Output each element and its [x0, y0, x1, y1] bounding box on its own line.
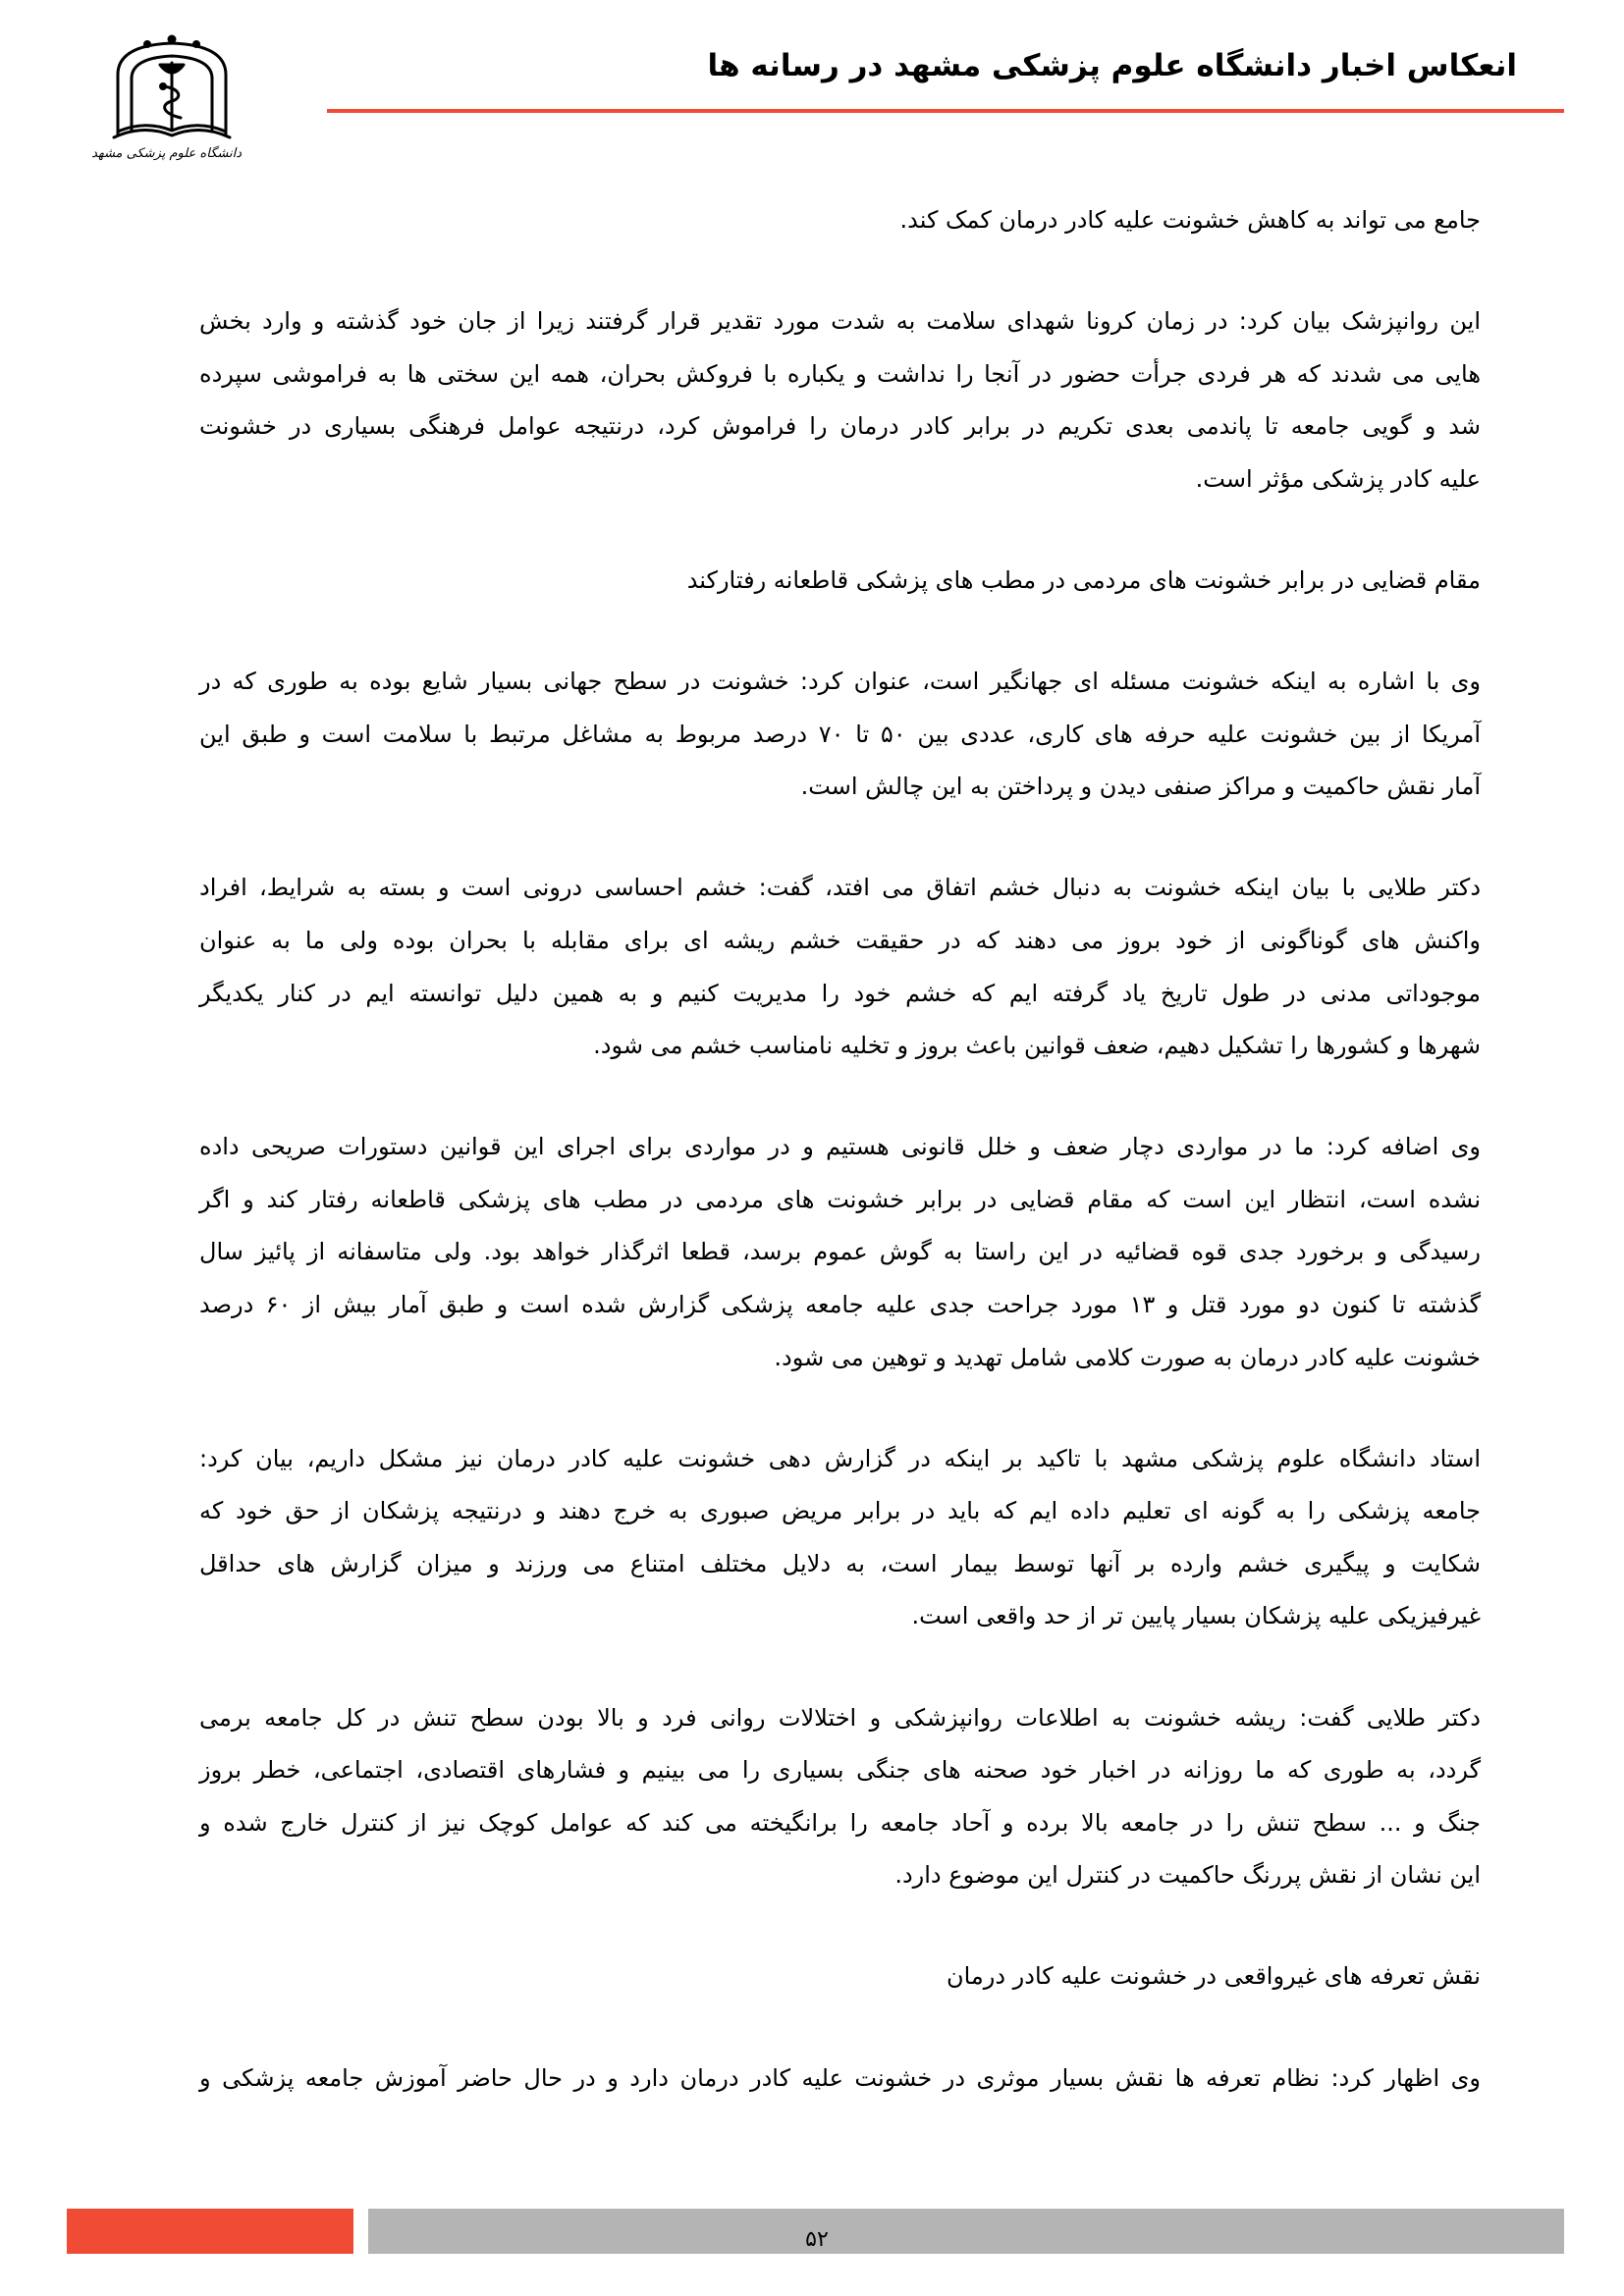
text-line: استاد دانشگاه علوم پزشکی مشهد با تاکید بر اینکه در گزارش دهی خشونت علیه کادر درمان نیز مشکل داریم، بیان کرد: — [199, 1444, 1481, 1472]
page-number: ۵۲ — [805, 2227, 829, 2252]
page-title: انعکاس اخبار دانشگاه علوم پزشکی مشهد در رسانه ها — [707, 48, 1517, 83]
text-line: نشده است، انتظار این است که مقام قضایی در برابر خشونت های مردمی در مطب های پزشکی قاطعانه رفتار کند و اگر — [199, 1185, 1481, 1213]
text-line: جامع می تواند به کاهش خشونت علیه کادر درمان کمک کند. — [899, 206, 1481, 234]
text-line: شهرها و کشورها را تشکیل دهیم، ضعف قوانین باعث بروز و تخلیه نامناسب خشم می شود. — [593, 1032, 1481, 1060]
text-line: جامعه پزشکی را به گونه ای تعلیم داده ایم که باید در برابر مریض صبوری به خرج دهند و درنتیجه پزشکان از حق خود که — [199, 1497, 1481, 1525]
footer-accent-bar — [67, 2209, 353, 2254]
university-emblem-icon — [108, 33, 236, 143]
text-line: آمریکا از بین خشونت علیه حرفه های کاری، عددی بین ۵۰ تا ۷۰ درصد مربوط به مشاغل مرتبط با سلامت است و طبق این — [199, 720, 1481, 748]
logo-lettering: دانشگاه علوم پزشکی مشهد — [91, 146, 242, 161]
text-line: این روانپزشک بیان کرد: در زمان کرونا شهدای سلامت به شدت مورد تقدیر قرار گرفتند زیرا از جان خود گذشته و وارد بخش — [199, 307, 1481, 336]
text-line: جنگ و ... سطح تنش را در جامعه بالا برده و آحاد جامعه را برانگیخته می کند که عوامل کوچک نیز از کنترل خارج شده و — [199, 1808, 1481, 1837]
text-line: واکنش های گوناگونی از خود بروز می دهند که در حقیقت خشم ریشه ای برای مقابله با بحران بوده ولی ما به عنوان — [199, 926, 1481, 954]
section-heading — [199, 555, 1481, 608]
text-line: این نشان از نقش پررنگ حاکمیت در کنترل این موضوع دارد. — [894, 1861, 1481, 1890]
text-line: وی با اشاره به اینکه خشونت مسئله ای جهانگیر است، عنوان کرد: خشونت در سطح جهانی بسیار شایع بوده به طوری که در — [199, 667, 1481, 696]
university-logo — [91, 33, 242, 171]
paragraph — [199, 1433, 1481, 1643]
text-line: رسیدگی و برخورد جدی قوه قضائیه در این راستا به گوش عموم برسد، قطعا اثرگذار خواهد بود. ولی متاسفانه از پائیز سال — [199, 1238, 1481, 1266]
paragraph — [199, 295, 1481, 506]
text-line: دکتر طلایی با بیان اینکه خشونت به دنبال خشم اتفاق می افتد، گفت: خشم احساسی درونی است و بسته به شرایط، افراد — [199, 874, 1481, 902]
paragraph — [199, 2053, 1481, 2106]
paragraph — [199, 656, 1481, 814]
text-line: شکایت و پیگیری خشم وارده بر آنها توسط بیمار است، به دلایل مختلف امتناع می ورزند و میزان گزارش های حداقل — [199, 1549, 1481, 1577]
article-body — [199, 194, 1481, 2105]
text-line: وی اظهار کرد: نظام تعرفه ها نقش بسیار موثری در خشونت علیه کادر درمان دارد و در حال حاضر آموزش جامعه پزشکی و — [199, 2063, 1481, 2092]
text-line: شد و گویی جامعه تا پاندمی بعدی تکریم در برابر کادر درمان را فراموش کرد، درنتیجه عوامل فرهنگی بسیاری در خشونت — [199, 412, 1481, 441]
text-line: مقام قضایی در برابر خشونت های مردمی در مطب های پزشکی قاطعانه رفتارکند — [686, 565, 1481, 594]
text-line: علیه کادر پزشکی مؤثر است. — [1195, 464, 1481, 493]
text-line: خشونت علیه کادر درمان به صورت کلامی شامل تهدید و توهین می شود. — [774, 1343, 1481, 1371]
paragraph — [199, 194, 1481, 247]
text-line: موجوداتی مدنی در طول تاریخ یاد گرفته ایم که خشم خود را مدیریت کنیم و به همین دلیل توانسته ایم در کنار یکدیگر — [199, 979, 1481, 1007]
text-line: گذشته تا کنون دو مورد قتل و ۱۳ مورد جراحت جدی علیه جامعه پزشکی گزارش شده است و طبق آمار بیش از ۶۰ درصد — [199, 1291, 1481, 1318]
header-divider — [327, 109, 1564, 113]
paragraph — [199, 1692, 1481, 1902]
text-line: وی اضافه کرد: ما در مواردی دچار ضعف و خلل قانونی هستیم و در مواردی برای اجرای این قوانین دستورات صریحی داده — [199, 1133, 1481, 1161]
text-line: گردد، به طوری که ما روزانه در اخبار خود صحنه های جنگی بسیاری را می بینیم و فشارهای اقتصادی، اجتماعی، خطر بروز — [199, 1756, 1481, 1785]
paragraph — [199, 1121, 1481, 1384]
text-line: نقش تعرفه های غیرواقعی در خشونت علیه کادر درمان — [946, 1962, 1481, 1991]
footer-bar — [368, 2209, 1564, 2254]
text-line: آمار نقش حاکمیت و مراکز صنفی دیدن و پرداختن به این چالش است. — [800, 773, 1481, 801]
text-line: دکتر طلایی گفت: ریشه خشونت به اطلاعات روانپزشکی و اختلالات روانی فرد و بالا بودن سطح تنش در کل جامعه برمی — [199, 1703, 1481, 1732]
paragraph — [199, 862, 1481, 1072]
text-line: هایی می شدند که هر فردی جرأت حضور در آنجا را نداشت و یکباره با فروکش بحران، همه این سختی ها به فراموشی سپرده — [199, 359, 1481, 388]
text-line: غیرفیزیکی علیه پزشکان بسیار پایین تر از حد واقعی است. — [911, 1602, 1481, 1630]
section-heading — [199, 1950, 1481, 2003]
